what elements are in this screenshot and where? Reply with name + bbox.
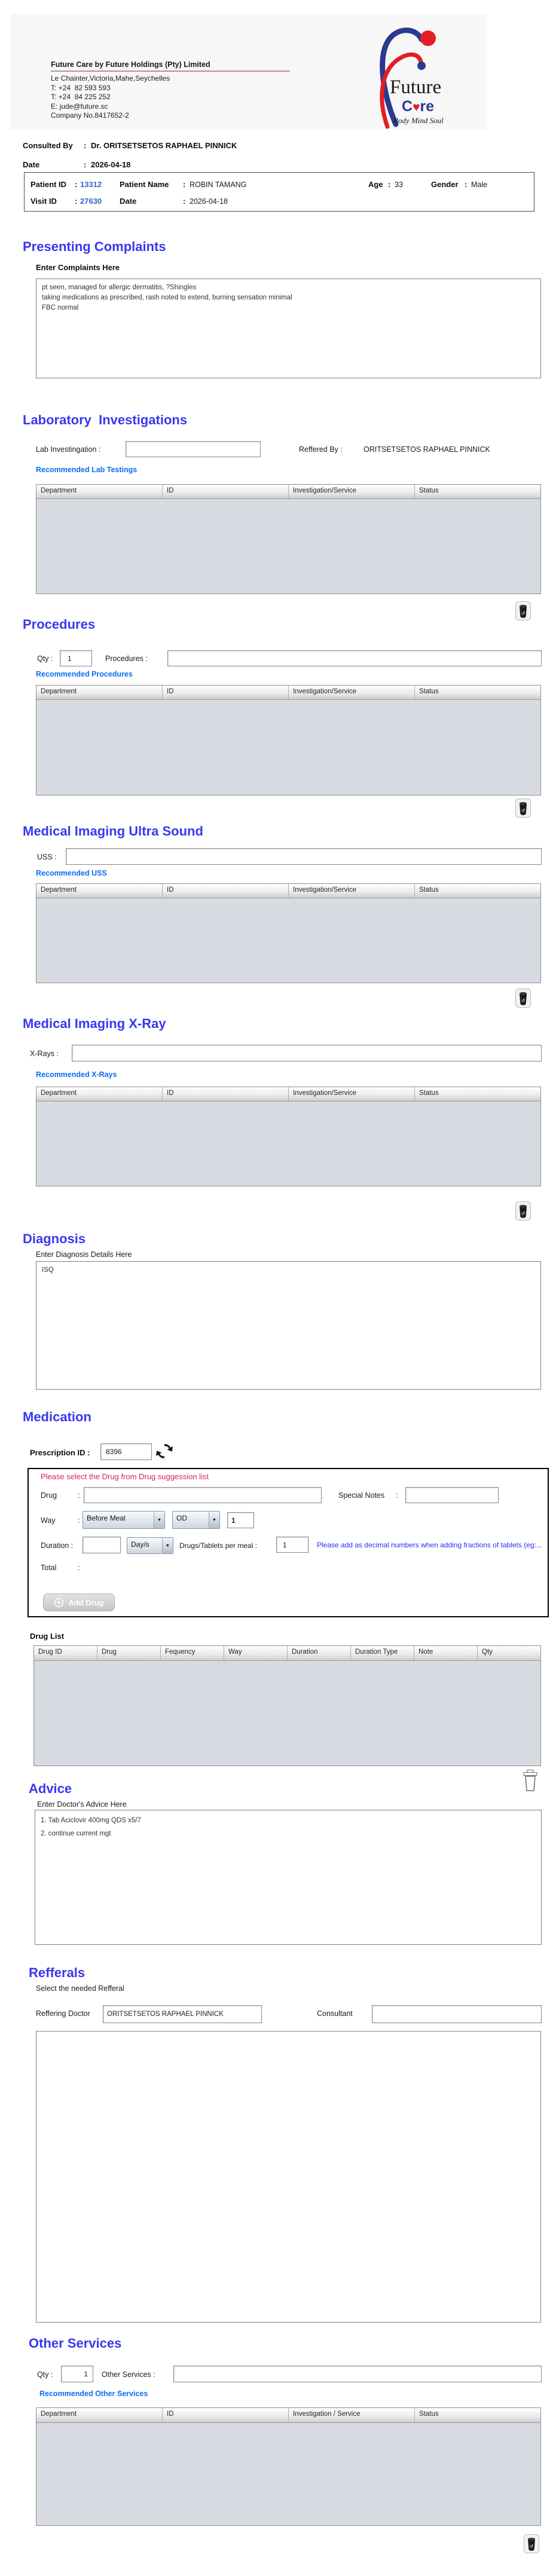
company-phone-1: T: +24 82 593 593 xyxy=(51,83,111,92)
per-meal-input[interactable] xyxy=(276,1537,308,1553)
procedures-table-header xyxy=(36,686,540,700)
table-header-cell: Fequency xyxy=(161,1646,224,1660)
table-header-cell: Duration Type xyxy=(351,1646,414,1660)
company-address: Le Chainter,Victoria,Mahe,Seychelles xyxy=(51,74,170,82)
svg-text:↺: ↺ xyxy=(521,1211,526,1216)
colon: : xyxy=(388,180,391,189)
advice-heading: Advice xyxy=(29,1781,72,1796)
visit-id-label: Visit ID xyxy=(30,197,57,206)
refferal-select-label: Select the needed Refferal xyxy=(36,1984,124,1993)
recommended-lab-link[interactable]: Recommended Lab Testings xyxy=(36,466,138,474)
xrays-input[interactable] xyxy=(72,1045,542,1061)
table-header-cell: Department xyxy=(36,884,163,898)
uss-table-header xyxy=(36,884,540,898)
frequency-select[interactable] xyxy=(172,1511,220,1529)
table-header-cell: ID xyxy=(163,485,289,498)
plus-circle-icon xyxy=(54,1598,64,1608)
colon: : xyxy=(465,180,468,189)
table-header-cell: ID xyxy=(163,2408,289,2422)
logo-care-re: re xyxy=(420,98,435,115)
duration-unit-select[interactable] xyxy=(127,1537,173,1554)
logo-blue-dot-icon xyxy=(417,62,426,70)
advice-label: Enter Doctor's Advice Here xyxy=(37,1800,127,1809)
other-services-heading: Other Services xyxy=(29,2336,122,2351)
meal-select[interactable] xyxy=(83,1511,165,1529)
title-underline xyxy=(51,71,290,72)
recommended-other-link[interactable]: Recommended Other Services xyxy=(39,2390,148,2398)
company-phone-2: T: +24 84 225 252 xyxy=(51,93,111,101)
per-meal-label: Drugs/Tablets per meal : xyxy=(179,1541,258,1550)
visit-date-label: Date xyxy=(120,197,137,206)
logo xyxy=(365,16,469,129)
table-header-cell: Status xyxy=(419,688,439,695)
table-header-cell: Department xyxy=(36,2408,163,2422)
other-services-label: Other Services : xyxy=(102,2370,155,2379)
table-header-cell: Investigation/Service xyxy=(289,686,415,699)
chevron-down-icon xyxy=(209,1512,219,1528)
trash-icon xyxy=(515,601,531,620)
colon: : xyxy=(84,160,87,169)
duration-input[interactable] xyxy=(83,1537,121,1553)
company-number: Company No.8417652-2 xyxy=(51,111,129,120)
procedures-table[interactable] xyxy=(36,685,541,796)
reffering-doctor-input[interactable] xyxy=(103,2005,262,2023)
refresh-prescription-button[interactable] xyxy=(154,1441,175,1464)
medication-heading: Medication xyxy=(23,1409,91,1424)
patient-id-label: Patient ID xyxy=(30,180,66,189)
delete-advice-button[interactable] xyxy=(521,1769,539,1795)
visit-date-value: 2026-04-18 xyxy=(190,197,228,206)
delete-xray-button[interactable] xyxy=(515,1201,531,1223)
svg-text:↺: ↺ xyxy=(521,611,526,616)
colon: : xyxy=(75,197,78,206)
complaints-textarea[interactable] xyxy=(36,279,541,378)
table-header-cell: Drug ID xyxy=(34,1646,97,1660)
frequency-select-value: OD xyxy=(176,1514,187,1522)
lab-investigation-label: Lab Investingation : xyxy=(36,445,101,454)
recommended-uss-link[interactable]: Recommended USS xyxy=(36,869,107,877)
gender-value: Male xyxy=(471,180,488,189)
table-header-cell: Status xyxy=(419,2410,439,2418)
xrays-label: X-Rays : xyxy=(30,1050,59,1058)
ultrasound-heading: Medical Imaging Ultra Sound xyxy=(23,824,203,839)
way-label: Way xyxy=(41,1516,56,1525)
reffering-doctor-label: Reffering Doctor xyxy=(36,2009,90,2018)
refresh-icon xyxy=(154,1441,175,1461)
xray-table[interactable] xyxy=(36,1087,541,1186)
uss-table[interactable] xyxy=(36,883,541,983)
total-label: Total xyxy=(41,1564,57,1572)
company-info xyxy=(51,74,170,121)
table-header-cell: Qty xyxy=(482,1648,493,1656)
trash-icon xyxy=(515,799,531,818)
prescription-id-input[interactable] xyxy=(100,1443,152,1460)
prescription-id-label: Prescription ID : xyxy=(30,1448,90,1457)
age-value: 33 xyxy=(395,180,403,189)
logo-word-care xyxy=(402,98,434,115)
consulted-by-label: Consulted By xyxy=(23,141,73,150)
svg-text:↺: ↺ xyxy=(521,808,526,813)
drug-label: Drug xyxy=(41,1491,57,1500)
colon: : xyxy=(396,1491,398,1500)
delete-uss-button[interactable] xyxy=(515,989,531,1011)
drug-suggestion-notice: Please select the Drug from Drug suggession list xyxy=(41,1472,209,1481)
drug-table-header xyxy=(34,1646,540,1661)
other-table-header xyxy=(36,2408,540,2423)
consulted-by-value: Dr. ORITSETSETOS RAPHAEL PINNICK xyxy=(91,141,237,150)
procedures-qty-label: Qty : xyxy=(37,654,53,663)
colon: : xyxy=(78,1516,80,1525)
company-email: E: jude@future.sc xyxy=(51,102,108,111)
recommended-xrays-link[interactable]: Recommended X-Rays xyxy=(36,1070,117,1079)
procedures-heading: Procedures xyxy=(23,617,96,632)
patient-name-label: Patient Name xyxy=(120,180,169,189)
date-value: 2026-04-18 xyxy=(91,160,131,169)
refferals-heading: Refferals xyxy=(29,1965,85,1980)
gender-label: Gender xyxy=(431,180,459,189)
special-notes-input[interactable] xyxy=(405,1487,499,1503)
logo-red-dot-icon xyxy=(420,30,436,46)
recommended-procedures-link[interactable]: Recommended Procedures xyxy=(36,670,133,678)
table-header-cell: Duration xyxy=(288,1646,351,1660)
table-header-cell: Department xyxy=(36,485,163,498)
table-header-cell: Way xyxy=(224,1646,288,1660)
table-header-cell: Investigation/Service xyxy=(289,485,415,498)
lab-table[interactable] xyxy=(36,484,541,594)
svg-text:↺: ↺ xyxy=(529,2544,534,2549)
trash-icon xyxy=(515,989,531,1008)
other-services-table[interactable] xyxy=(36,2407,541,2526)
diagnosis-label: Enter Diagnosis Details Here xyxy=(36,1250,132,1259)
table-header-cell: ID xyxy=(163,884,289,898)
special-notes-label: Special Notes xyxy=(338,1491,385,1500)
uss-label: USS : xyxy=(37,853,57,861)
table-header-cell: Department xyxy=(36,1087,163,1101)
age-label: Age xyxy=(368,180,383,189)
fraction-note: Please add as decimal numbers when adding fractions of tablets (eg:... xyxy=(317,1541,542,1549)
table-header-cell: ID xyxy=(163,686,289,699)
colon: : xyxy=(78,1564,80,1572)
laboratory-heading: Laboratory Investigations xyxy=(23,412,188,427)
logo-heart-icon: ♥ xyxy=(413,100,420,114)
referred-by-label: Reffered By : xyxy=(299,445,343,454)
header-card xyxy=(11,14,487,130)
procedures-qty-input[interactable] xyxy=(60,650,92,666)
table-header-cell: Department xyxy=(36,686,163,699)
other-qty-input[interactable] xyxy=(61,2366,93,2382)
patient-info-box xyxy=(24,172,534,212)
consultant-input[interactable] xyxy=(372,2005,542,2023)
table-header-cell: Investigation/Service xyxy=(289,1087,415,1101)
delete-lab-button[interactable] xyxy=(515,601,531,623)
svg-text:↺: ↺ xyxy=(521,998,526,1004)
advice-textarea[interactable] xyxy=(35,1810,542,1945)
refferal-list-box[interactable] xyxy=(36,2031,541,2323)
procedures-input[interactable] xyxy=(167,650,542,666)
other-services-input[interactable] xyxy=(173,2366,542,2382)
delete-other-services-button[interactable] xyxy=(524,2534,539,2556)
chevron-down-icon xyxy=(154,1512,164,1528)
logo-tagline: Body Mind Soul xyxy=(393,116,444,125)
logo-word-future: Future xyxy=(390,77,442,98)
trash-icon xyxy=(524,2534,539,2553)
colon: : xyxy=(183,197,186,206)
add-drug-button[interactable] xyxy=(43,1593,115,1611)
patient-id-value: 13312 xyxy=(80,180,102,189)
table-header-cell: Status xyxy=(419,1090,439,1097)
table-header-cell: Investigation / Service xyxy=(289,2408,415,2422)
referred-by-value: ORITSETSETOS RAPHAEL PINNICK xyxy=(363,445,490,454)
colon: : xyxy=(78,1491,80,1500)
drug-input[interactable] xyxy=(84,1487,322,1503)
table-header-cell: Investigation/Service xyxy=(289,884,415,898)
diagnosis-heading: Diagnosis xyxy=(23,1231,86,1246)
colon: : xyxy=(84,141,87,150)
presenting-complaints-heading: Presenting Complaints xyxy=(23,239,166,254)
other-qty-label: Qty : xyxy=(37,2370,53,2379)
trash-outline-icon xyxy=(521,1769,539,1792)
xray-table-header xyxy=(36,1087,540,1102)
table-header-cell: Note xyxy=(414,1646,478,1660)
table-header-cell: ID xyxy=(163,1087,289,1101)
duration-unit-value: Day/s xyxy=(131,1540,149,1549)
date-label: Date xyxy=(23,160,40,169)
procedures-label: Procedures : xyxy=(105,654,148,663)
way-qty-input[interactable] xyxy=(227,1512,254,1528)
delete-procedures-button[interactable] xyxy=(515,799,531,821)
consultant-label: Consultant xyxy=(317,2009,353,2018)
colon: : xyxy=(183,180,186,189)
trash-icon xyxy=(515,1201,531,1220)
colon: : xyxy=(75,180,78,189)
table-header-cell: Status xyxy=(419,487,439,494)
drug-list-label: Drug List xyxy=(30,1632,65,1641)
xray-heading: Medical Imaging X-Ray xyxy=(23,1016,166,1031)
chevron-down-icon xyxy=(162,1538,173,1553)
complaints-label: Enter Complaints Here xyxy=(36,263,120,272)
drug-table[interactable] xyxy=(33,1645,541,1766)
diagnosis-textarea[interactable] xyxy=(36,1261,541,1390)
add-drug-label: Add Drug xyxy=(68,1598,104,1607)
duration-label: Duration : xyxy=(41,1541,74,1550)
patient-name-value: ROBIN TAMANG xyxy=(190,180,247,189)
visit-id-value: 27630 xyxy=(80,197,102,206)
table-header-cell: Drug xyxy=(97,1646,161,1660)
lab-table-header xyxy=(36,485,540,499)
table-header-cell: Status xyxy=(419,886,439,894)
company-title: Future Care by Future Holdings (Pty) Limited xyxy=(51,60,210,69)
uss-input[interactable] xyxy=(66,848,542,865)
meal-select-value: Before Meal xyxy=(87,1514,126,1522)
lab-investigation-input[interactable] xyxy=(126,441,261,457)
logo-care-c: C xyxy=(402,98,413,115)
